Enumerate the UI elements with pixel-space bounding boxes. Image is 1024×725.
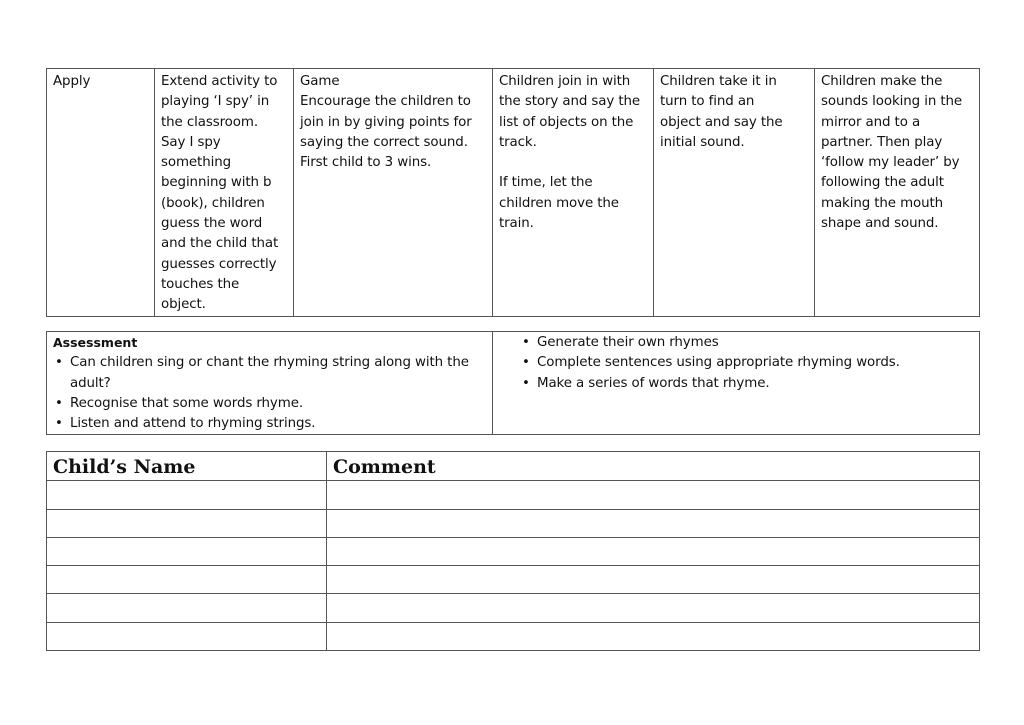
comment-cell[interactable]	[327, 509, 980, 537]
list-item: • Recognise that some words rhyme.	[53, 394, 486, 414]
assessment-left-list	[47, 353, 492, 434]
bullet-icon: •	[522, 375, 530, 391]
child-name-cell[interactable]	[47, 622, 327, 650]
bullet-icon: •	[522, 355, 530, 371]
comment-header: Comment	[327, 452, 980, 481]
activity-row	[47, 69, 980, 317]
activity-table	[46, 68, 980, 317]
activity-game-cell: Game Encourage the children to join in by giving points for saying the correct sound. First child to 3 wins.	[294, 69, 493, 317]
child-name-cell[interactable]	[47, 537, 327, 565]
comment-header-row	[47, 452, 980, 481]
activity-stage-cell: Apply	[47, 69, 155, 317]
bullet-icon: •	[55, 395, 63, 411]
assessment-row	[47, 332, 980, 435]
table-row	[47, 622, 980, 650]
comment-cell[interactable]	[327, 594, 980, 622]
assessment-right-list	[493, 332, 979, 394]
assessment-title: Assessment	[53, 335, 138, 350]
comment-cell[interactable]	[327, 481, 980, 509]
bullet-icon: •	[55, 355, 63, 371]
activity-mirror-cell: Children make the sounds looking in the mirror and to a partner. Then play ‘follow my leader’ by following the adult making the mouth shape and sound.	[815, 69, 980, 317]
comment-cell[interactable]	[327, 566, 980, 594]
table-row	[47, 594, 980, 622]
child-name-cell[interactable]	[47, 481, 327, 509]
activity-turn-cell: Children take it in turn to find an object and say the initial sound.	[654, 69, 815, 317]
table-row	[47, 566, 980, 594]
table-row	[47, 481, 980, 509]
table-row	[47, 509, 980, 537]
list-item: • Make a series of words that rhyme.	[520, 374, 973, 394]
child-name-cell[interactable]	[47, 566, 327, 594]
comment-table	[46, 451, 980, 651]
table-row	[47, 537, 980, 565]
assessment-table	[46, 331, 980, 435]
activity-story-cell: Children join in with the story and say the list of objects on the track. If time, let the children move the train.	[493, 69, 654, 317]
list-item: • Listen and attend to rhyming strings.	[53, 414, 486, 434]
child-name-cell[interactable]	[47, 594, 327, 622]
comment-cell[interactable]	[327, 537, 980, 565]
assessment-left-cell	[47, 332, 493, 435]
comment-cell[interactable]	[327, 622, 980, 650]
bullet-icon: •	[522, 335, 530, 350]
list-item: • Generate their own rhymes	[520, 333, 973, 353]
child-name-cell[interactable]	[47, 509, 327, 537]
list-item: • Can children sing or chant the rhyming string along with the adult?	[55, 355, 469, 391]
child-name-header: Child’s Name	[47, 452, 327, 481]
activity-extend-cell: Extend activity to playing ‘I spy’ in the classroom. Say I spy something beginning with b (book), children guess the word and the child that guesses correctly touches the object.	[155, 69, 294, 317]
assessment-right-cell	[493, 332, 980, 435]
list-item: • Complete sentences using appropriate rhyming words.	[520, 353, 973, 373]
bullet-icon: •	[55, 416, 63, 432]
